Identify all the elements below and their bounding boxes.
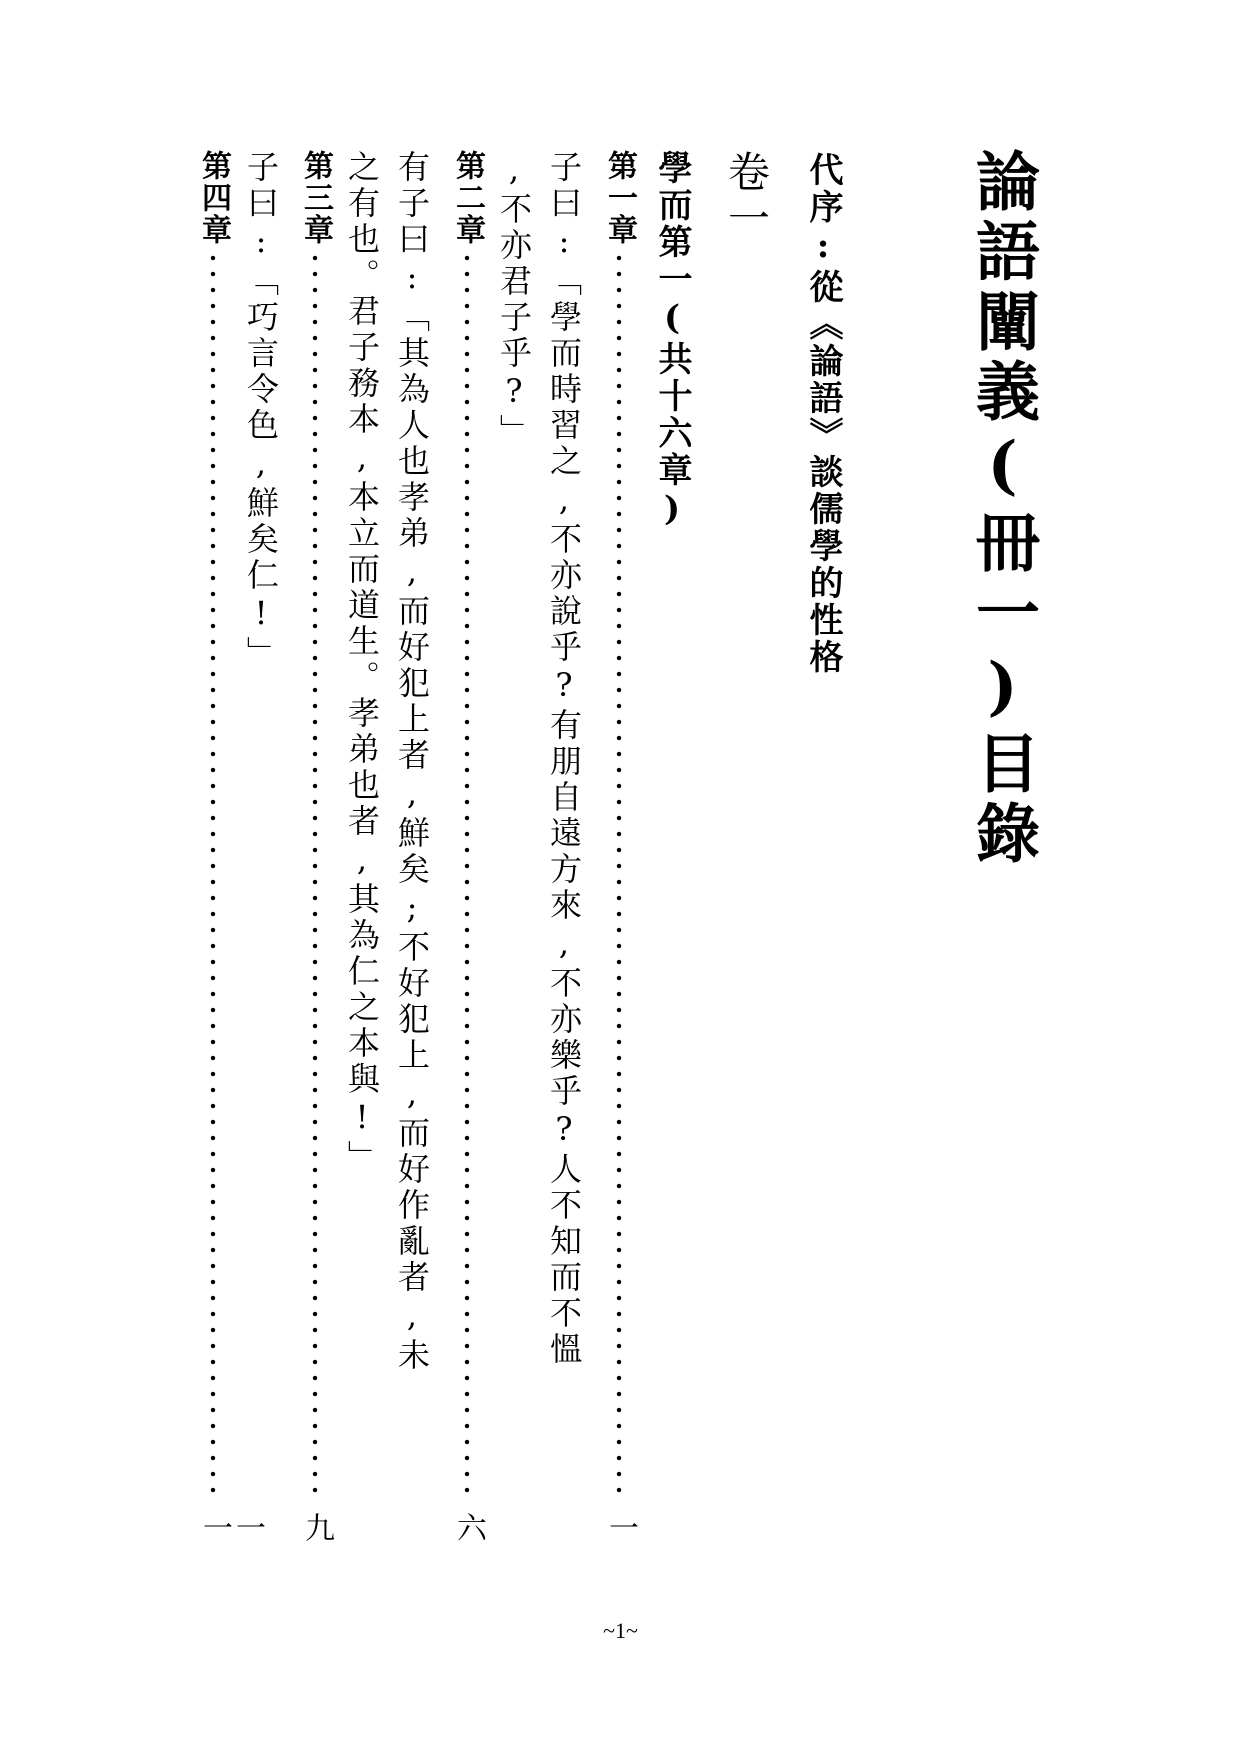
section-heading: 學而第一(共十六章) — [652, 150, 692, 532]
leader-dots — [210, 250, 216, 1495]
chapter-quote-line: 子曰:「巧言令色,鮮矣仁!」 — [242, 150, 280, 672]
chapter-quote-line: 有子曰:「其為人也孝弟,而好犯上者,鮮矣;不好犯上,而好作亂者,未 — [393, 150, 431, 1374]
chapter-label: 第四章 — [196, 150, 231, 246]
toc-row-chapter-3 — [296, 150, 336, 1550]
page-footer-number: ~1~ — [603, 1618, 638, 1643]
chapter-label: 第一章 — [602, 150, 637, 246]
chapter-label: 第二章 — [450, 150, 485, 246]
page-number: 一 — [603, 1512, 638, 1542]
toc-row-chapter-1 — [600, 150, 640, 1550]
leader-dots — [312, 250, 318, 1495]
page-title: 論語闡義(冊一)目錄 — [965, 148, 1040, 870]
volume-heading: 卷一 — [722, 150, 771, 242]
toc-row-chapter-2 — [448, 150, 488, 1550]
page-number: 六 — [451, 1512, 486, 1542]
page-number: 一一 — [197, 1512, 265, 1542]
page-number: 九 — [299, 1512, 334, 1542]
chapter-quote-line: 子曰:「學而時習之,不亦說乎?有朋自遠方來,不亦樂乎?人不知而不慍 — [545, 150, 583, 1368]
leader-dots — [616, 250, 622, 1495]
chapter-label: 第三章 — [298, 150, 333, 246]
chapter-quote-line: ,不亦君子乎?」 — [495, 150, 533, 450]
leader-dots — [464, 250, 470, 1495]
preface-entry: 代序:從《論語》談儒學的性格 — [803, 152, 843, 676]
chapter-quote-line: 之有也。君子務本,本立而道生。孝弟也者,其為仁之本與!」 — [343, 150, 381, 1176]
